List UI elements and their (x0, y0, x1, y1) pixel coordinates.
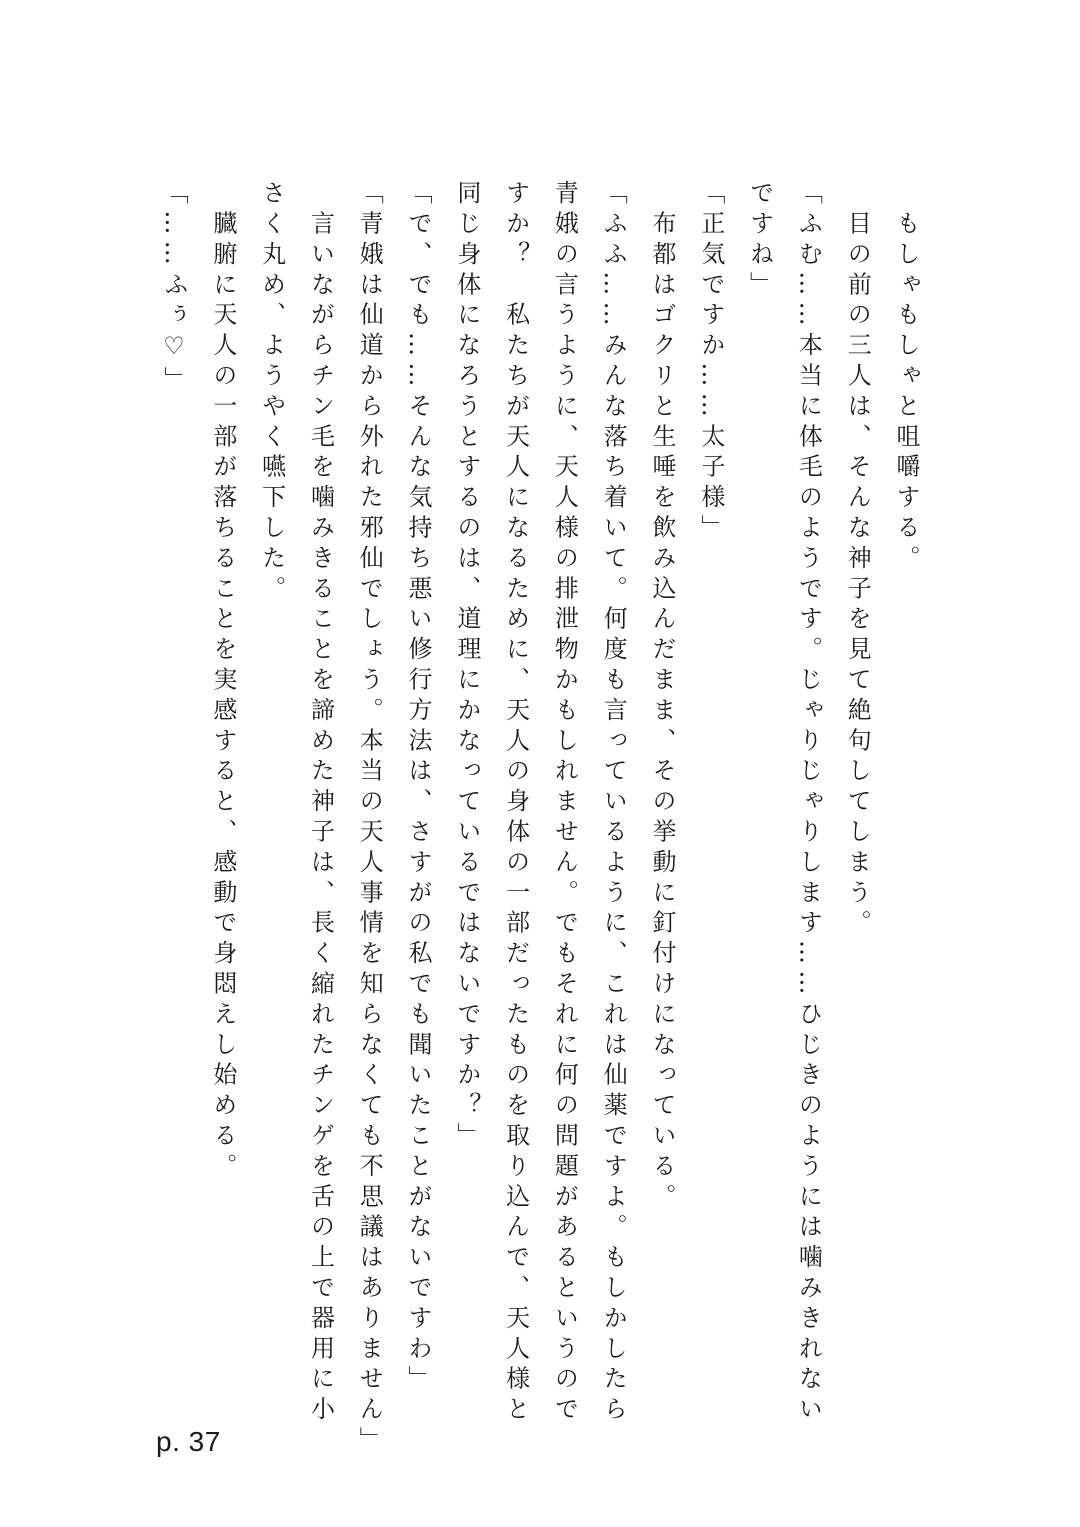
text-line: 「ふふ……みんな落ち着いて。何度も言っているように、これは仙薬ですよ。もしかしたら (599, 180, 628, 1427)
text-line: 「ふむ……本当に体毛のようです。じゃりじゃりします……ひじきのようには噛みきれない (794, 180, 823, 1427)
text-line: 「正気ですか……太子様」 (696, 180, 725, 545)
text-line: すか？ 私たちが天人になるために、天人の身体の一部だったものを取り込んで、天人様と (501, 180, 530, 1427)
text-line: もしゃもしゃと咀嚼する。 (892, 180, 920, 576)
text-line: 言いながらチン毛を噛みきることを諦めた神子は、長く縮れたチンゲを舌の上で器用に小 (306, 180, 335, 1427)
text-line: 布都はゴクリと生唾を飲み込んだまま、その挙動に釘付けになっている。 (648, 180, 677, 1214)
text-line: さく丸め、ようやく嚥下した。 (257, 180, 286, 606)
text-line: 「で、でも……そんな気持ち悪い修行方法は、さすがの私でも聞いたことがないですわ」 (404, 180, 433, 1396)
text-line: 目の前の三人は、そんな神子を見て絶句してしまう。 (843, 180, 872, 940)
text-line: 「青娥は仙道から外れた邪仙でしょう。本当の天人事情を知らなくても不思議はありません」 (355, 180, 384, 1457)
text-line: 同じ身体になろうとするのは、道理にかなっているではないですか？」 (452, 180, 481, 1153)
text-line: 青娥の言うように、天人様の排泄物かもしれません。でもそれに何の問題があるというので (550, 180, 579, 1427)
text-line: 臓腑に天人の一部が落ちることを実感すると、感動で身悶えし始める。 (208, 180, 237, 1184)
text-line: 「……ふぅ♡」 (160, 180, 189, 397)
page-number: p. 37 (156, 1426, 221, 1457)
text-line: ですね」 (745, 180, 774, 302)
